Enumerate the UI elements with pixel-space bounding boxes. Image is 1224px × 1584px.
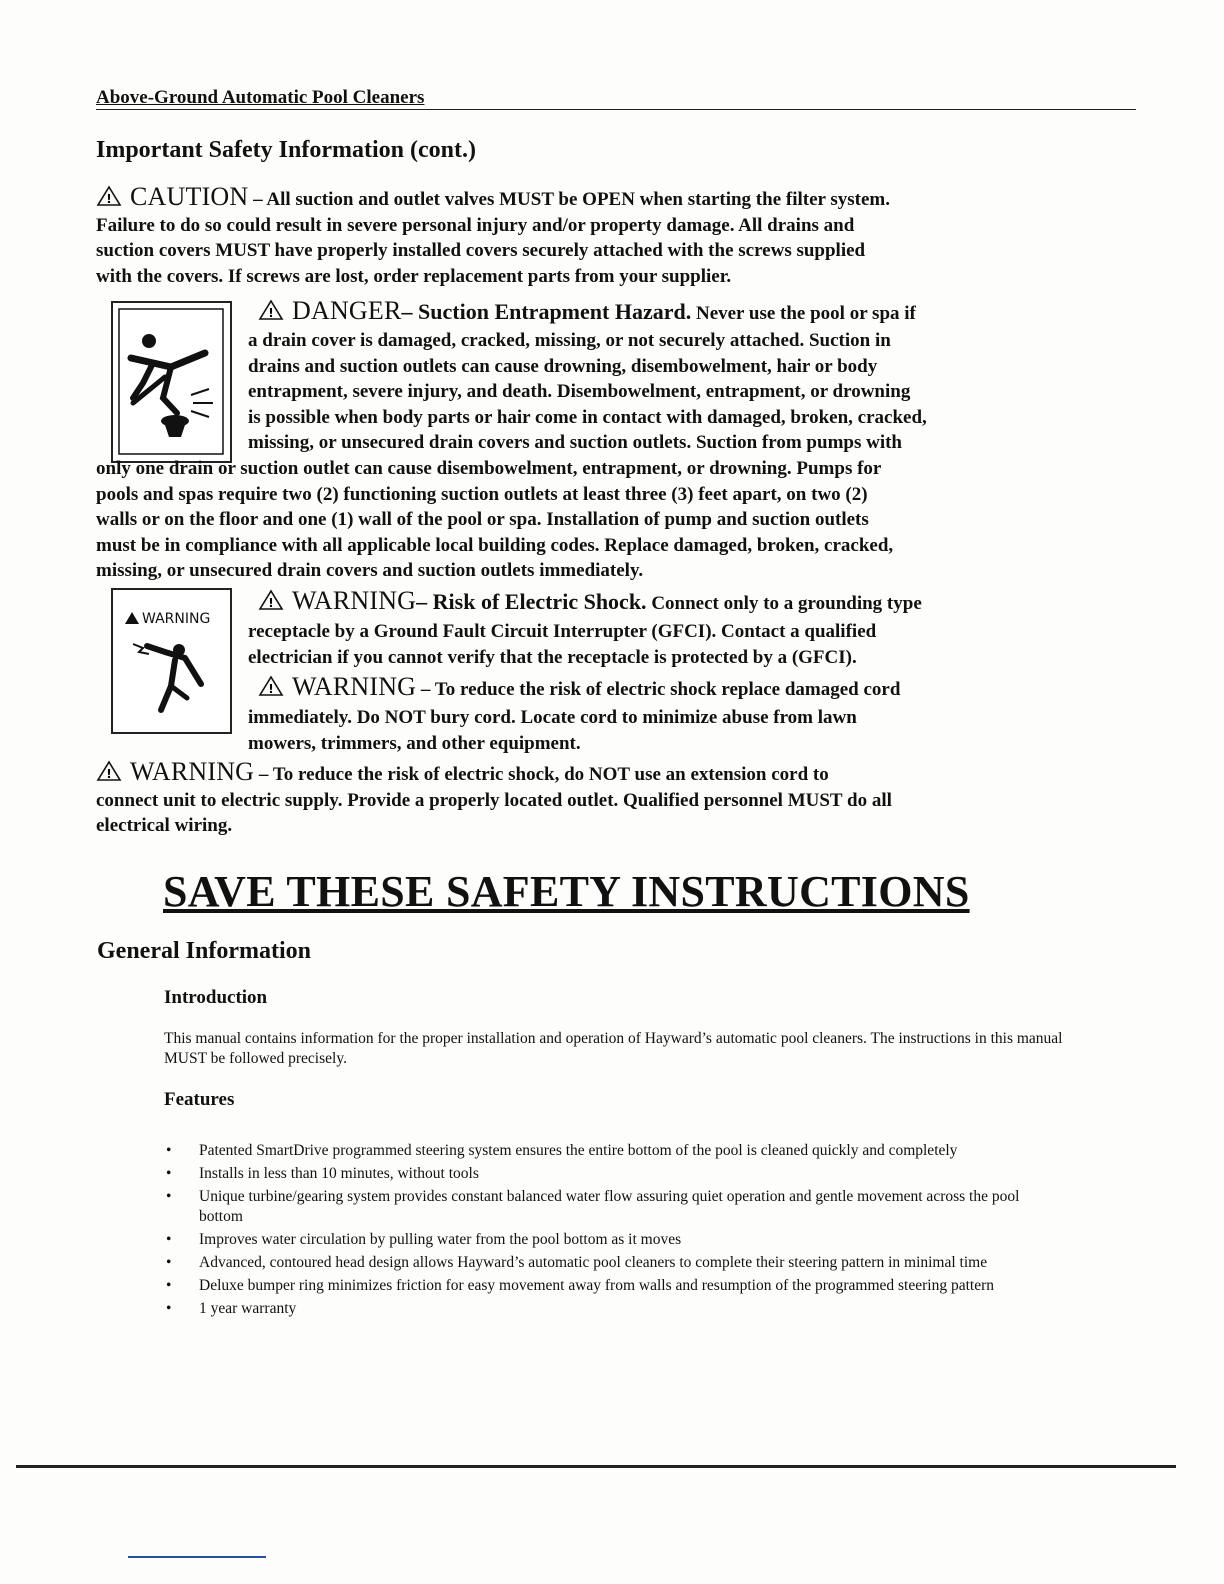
features-title: Features bbox=[164, 1089, 235, 1110]
warning3-label: WARNING bbox=[130, 757, 255, 786]
warning-triangle-icon bbox=[96, 185, 122, 207]
warning1-block bbox=[258, 588, 1078, 617]
list-item: • Advanced, contoured head design allows Hayward’s automatic pool cleaners to complete their steering pattern in minimal time bbox=[164, 1253, 1064, 1273]
danger-label: DANGER bbox=[292, 296, 402, 325]
warning1-first-tail: Connect only to a grounding type bbox=[651, 593, 922, 614]
danger-full-line-2: pools and spas require two (2) functioning suction outlets at least three (3) feet apart, on two (2) bbox=[96, 483, 868, 505]
danger-full-line-5: missing, or unsecured drain covers and suction outlets immediately. bbox=[96, 560, 644, 581]
list-item: • Unique turbine/gearing system provides constant balanced water flow assuring quiet operation and gentle movement across the pool bottom bbox=[164, 1187, 1064, 1227]
danger-full-line-1: only one drain or suction outlet can cause disembowelment, entrapment, or drowning. Pumps for bbox=[96, 458, 882, 479]
caution-label: CAUTION bbox=[130, 182, 249, 211]
svg-text:!: ! bbox=[106, 767, 112, 781]
warning-triangle-icon bbox=[258, 589, 284, 611]
electric-shock-figure-icon bbox=[113, 590, 230, 732]
svg-text:!: ! bbox=[106, 192, 112, 206]
caution-line-4: with the covers. If screws are lost, order replacement parts from your supplier. bbox=[96, 265, 732, 287]
list-item: • Installs in less than 10 minutes, without tools bbox=[164, 1164, 1064, 1184]
warning-sign-text: WARNING bbox=[142, 611, 211, 627]
danger-indented-lines bbox=[248, 328, 1068, 456]
warning2-lines bbox=[248, 705, 1068, 756]
warning1-label: WARNING bbox=[292, 586, 417, 615]
warning2-line-1: immediately. Do NOT bury cord. Locate cord to minimize abuse from lawn bbox=[248, 707, 857, 728]
entrapment-pictogram bbox=[111, 301, 232, 463]
warning2-first-tail: – To reduce the risk of electric shock replace damaged cord bbox=[420, 679, 901, 700]
warning1-line-1: receptacle by a Ground Fault Circuit Interrupter (GFCI). Contact a qualified bbox=[248, 621, 877, 642]
introduction-title: Introduction bbox=[164, 987, 268, 1008]
warning-triangle-icon bbox=[96, 760, 122, 782]
entrapment-figure-icon bbox=[113, 303, 230, 461]
danger-line-2: drains and suction outlets can cause drowning, disembowelment, hair or body bbox=[248, 355, 878, 377]
svg-text:!: ! bbox=[126, 608, 132, 619]
danger-line-3: entrapment, severe injury, and death. Disembowelment, entrapment, or drowning bbox=[248, 381, 911, 402]
danger-block bbox=[258, 298, 1058, 327]
caution-line-3: suction covers MUST have properly installed covers securely attached with the screws supplied bbox=[96, 240, 866, 261]
caution-line-1: – All suction and outlet valves MUST be OPEN when starting the filter system. bbox=[253, 189, 890, 210]
introduction-text: This manual contains information for the proper installation and operation of Hayward’s automatic pool cleaners. The instructions in this manual MUST be followed precisely. bbox=[164, 1030, 1063, 1067]
danger-full-line-3: walls or on the floor and one (1) wall of the pool or spa. Installation of pump and suction outlets bbox=[96, 509, 869, 530]
warning1-heading: – Risk of Electric Shock. bbox=[416, 589, 647, 614]
warning2-label: WARNING bbox=[292, 672, 417, 701]
warning2-line-2: mowers, trimmers, and other equipment. bbox=[248, 732, 581, 754]
list-item: • Patented SmartDrive programmed steering system ensures the entire bottom of the pool is cleaned quickly and completely bbox=[164, 1141, 1064, 1161]
danger-full-line-4: must be in compliance with all applicable local building codes. Replace damaged, broken, cracked, bbox=[96, 534, 894, 556]
features-list bbox=[164, 1141, 1064, 1322]
footer-rule bbox=[16, 1465, 1176, 1468]
warning1-lines bbox=[248, 619, 1068, 670]
section-title: Important Safety Information (cont.) bbox=[96, 137, 476, 163]
save-instructions-heading: SAVE THESE SAFETY INSTRUCTIONS bbox=[163, 867, 970, 916]
warning3-block bbox=[96, 759, 1146, 839]
danger-full-lines bbox=[96, 456, 1146, 584]
warning1-line-2: electrician if you cannot verify that the receptacle is protected by a (GFCI). bbox=[248, 646, 857, 668]
list-item: • Deluxe bumper ring minimizes friction for easy movement away from walls and resumption of the programmed steering pattern bbox=[164, 1276, 1064, 1296]
danger-heading: – Suction Entrapment Hazard. bbox=[401, 299, 692, 324]
svg-text:!: ! bbox=[268, 306, 274, 320]
warning3-line-1: connect unit to electric supply. Provide a properly located outlet. Qualified personnel MUST do all bbox=[96, 789, 892, 811]
header-title: Above-Ground Automatic Pool Cleaners bbox=[96, 87, 425, 108]
warning3-line-2: electrical wiring. bbox=[96, 815, 233, 836]
warning-triangle-icon bbox=[258, 675, 284, 697]
general-information-title: General Information bbox=[97, 938, 311, 964]
caution-block bbox=[96, 184, 1146, 289]
list-item: • Improves water circulation by pulling water from the pool bottom as it moves bbox=[164, 1230, 1064, 1250]
electric-shock-pictogram bbox=[111, 588, 232, 734]
danger-line-5: missing, or unsecured drain covers and suction outlets. Suction from pumps with bbox=[248, 432, 902, 453]
warning2-block bbox=[258, 674, 1078, 703]
svg-text:!: ! bbox=[268, 682, 274, 696]
svg-text:!: ! bbox=[268, 596, 274, 610]
footer-link-line bbox=[128, 1556, 266, 1558]
danger-line-4: is possible when body parts or hair come in contact with damaged, broken, cracked, bbox=[248, 406, 927, 428]
warning3-first-tail: – To reduce the risk of electric shock, do NOT use an extension cord to bbox=[258, 764, 829, 785]
warning-triangle-icon bbox=[258, 299, 284, 321]
caution-line-2: Failure to do so could result in severe personal injury and/or property damage. All drains and bbox=[96, 214, 855, 236]
danger-first-tail: Never use the pool or spa if bbox=[695, 303, 916, 324]
danger-line-1: a drain cover is damaged, cracked, missing, or not securely attached. Suction in bbox=[248, 330, 891, 351]
list-item: • 1 year warranty bbox=[164, 1299, 1064, 1319]
